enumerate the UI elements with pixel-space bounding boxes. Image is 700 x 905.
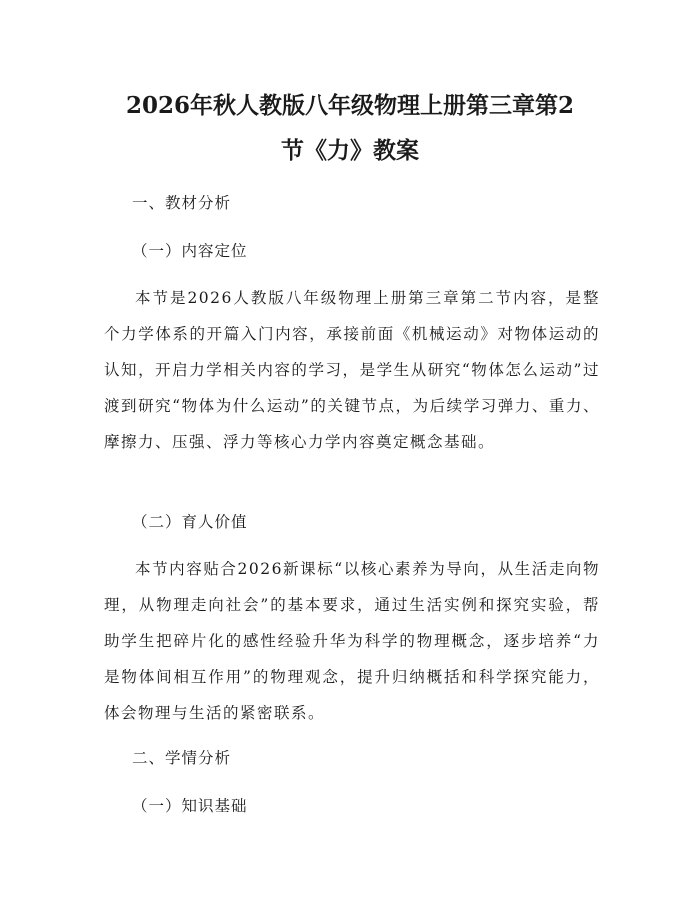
paragraph-educational-value: 本节内容贴合2026新课标“以核心素养为导向，从生活走向物理，从物理走向社会”的基本要求，通过生活实例和探究实验，帮助学生把碎片化的感性经验升华为科学的物理概念，逐步培养“力是物体间相互作用”的物理观念，提升归纳概括和科学探究能力，体会物理与生活的紧密联系。 <box>104 560 600 722</box>
subsection-heading-content-positioning: （一）内容定位 <box>132 242 248 260</box>
section-heading-learner-analysis: 二、学情分析 <box>132 749 232 767</box>
section-heading-textbook-analysis: 一、教材分析 <box>132 194 232 212</box>
subsection-heading-knowledge-base: （一）知识基础 <box>132 797 248 815</box>
paragraph-content-positioning: 本节是2026人教版八年级物理上册第三章第二节内容，是整个力学体系的开篇入门内容，承接前面《机械运动》对物体运动的认知，开启力学相关内容的学习，是学生从研究“物体怎么运动”过渡到研究“物体为什么运动”的关键节点，为后续学习弹力、重力、摩擦力、压强、浮力等核心力学内容奠定概念基础。 <box>104 289 600 451</box>
subsection-heading-educational-value: （二）育人价值 <box>132 513 248 531</box>
document-title-line-1: 2026年秋人教版八年级物理上册第三章第2 <box>125 92 575 119</box>
document-title-line-2: 节《力》教案 <box>281 137 419 164</box>
